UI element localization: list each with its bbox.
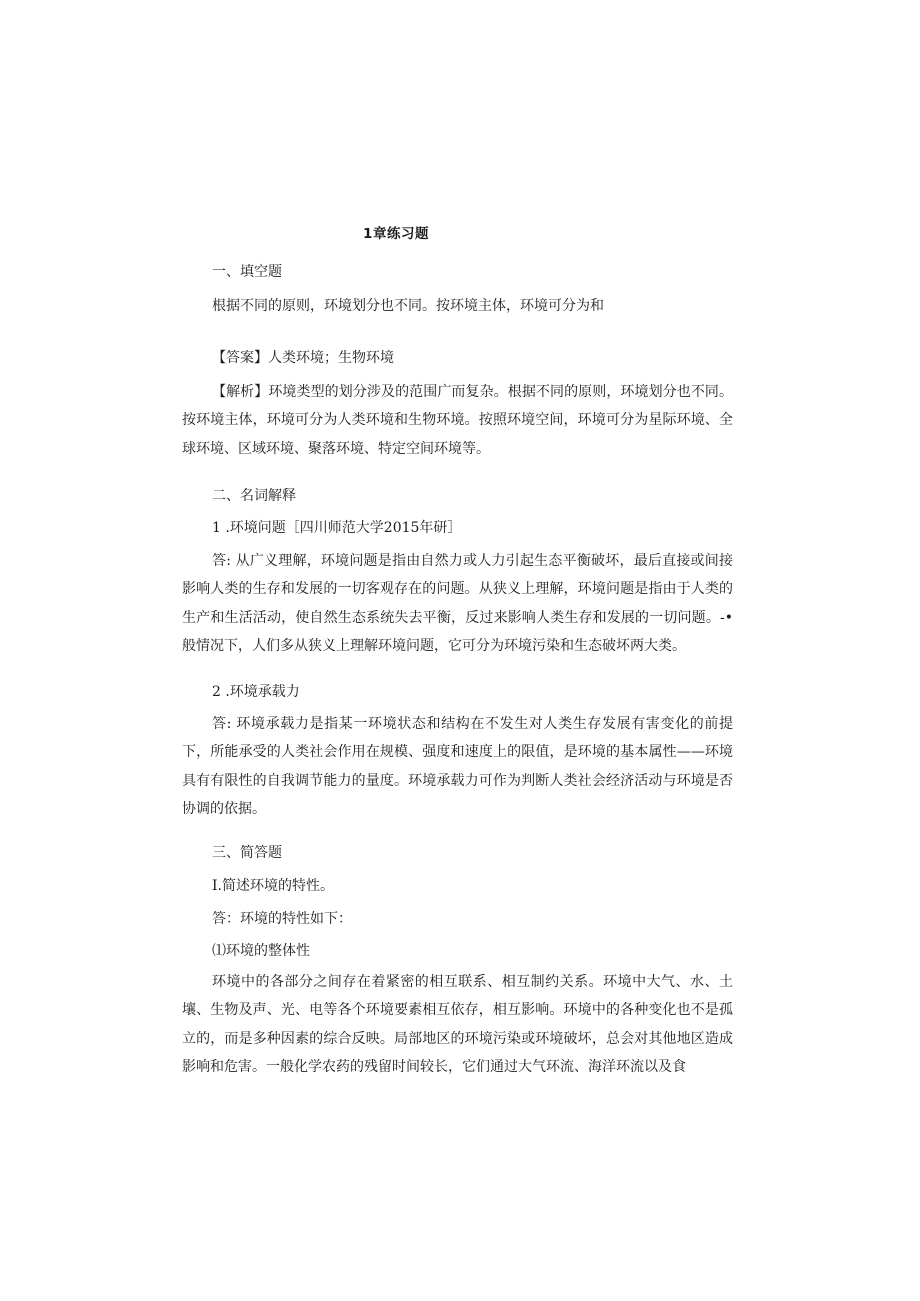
term-1-answer: 答: 从广义理解，环境问题是指由自然力或人力引起生态平衡破坏，最后直接或间接影响人类的生存和发展的一切客观存在的问题。从狭义上理解，环境问题是指由于人类的生产和生活活动，使自然生态系统失去平衡，反过来影响人类生存和发展的一切问题。-•般情况下，人们多从狭义上理解环境问题，它可分为环境污染和生态破坏两大类。: [182, 553, 733, 654]
short-answer-intro: 答：环境的特性如下：: [212, 911, 352, 927]
term-2-answer: 答: 环境承载力是指某一环境状态和结构在不发生对人类生存发展有害变化的前提下，所能承受的人类社会作用在规模、强度和速度上的限值，是环境的基本属性——环境具有有限性的自我调节能力的量度。环境承载力可作为判断人类社会经济活动与环境是否协调的依据。: [182, 716, 733, 817]
section-heading-short-answer: 三、简答题: [212, 845, 282, 861]
short-answer-question-1: I.简述环境的特性。: [212, 878, 334, 894]
analysis-text: 【解析】环境类型的划分涉及的范围广而复杂。根据不同的原则，环境划分也不同。按环境主体，环境可分为人类环境和生物环境。按照环境空间，环境可分为星际环境、全球环境、区域环境、聚落环境、特定空间环境等。: [182, 384, 733, 457]
subsection-title-integrity: ⑴环境的整体性: [212, 943, 310, 959]
section-heading-fill-blank: 一、填空题: [212, 264, 282, 280]
answer-text: 【答案】人类环境；生物环境: [212, 350, 394, 366]
subsection-integrity-text: 环境中的各部分之间存在着紧密的相互联系、相互制约关系。环境中大气、水、土壤、生物及声、光、电等各个环境要素相互依存，相互影响。环境中的各种变化也不是孤立的，而是多种因素的综合反映。局部地区的环境污染或环境破坏，总会对其他地区造成影响和危害。一般化学农药的残留时间较长，它们通过大气环流、海洋环流以及食: [182, 974, 733, 1075]
term-1-title: 1 .环境问题［四川师范大学2015年研］: [212, 520, 462, 536]
page-title: 1章练习题: [363, 226, 429, 242]
term-2-title: 2 .环境承载力: [212, 684, 300, 700]
fill-blank-question: 根据不同的原则，环境划分也不同。按环境主体，环境可分为和: [212, 298, 604, 314]
section-heading-term-explanation: 二、名词解释: [212, 488, 296, 504]
